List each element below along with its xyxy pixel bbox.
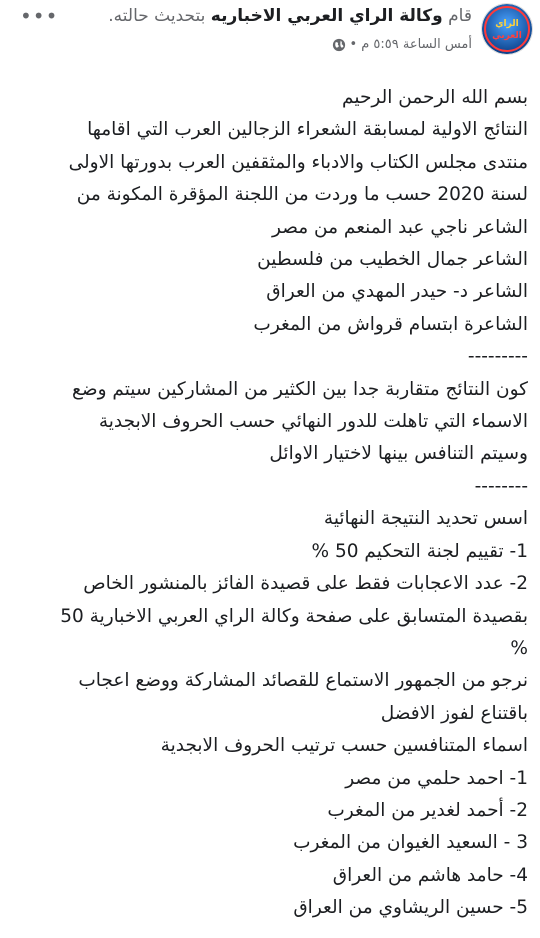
- post-line: اسس تحديد النتيجة النهائية: [323, 508, 528, 530]
- post-line: بسم الله الرحمن الرحيم: [342, 87, 528, 108]
- post-line: الاسماء التي تاهلت للدور النهائي حسب الحروف الابجدية: [98, 411, 528, 433]
- author-name-link[interactable]: وكالة الراي العربي الاخباريه: [210, 6, 443, 26]
- post-timestamp[interactable]: أمس الساعة ٥:٥٩ م: [361, 37, 472, 52]
- avatar-logo-image: [482, 4, 532, 54]
- post-line: 2- عدد الاعجابات فقط على قصيدة الفائز بالمنشور الخاص: [83, 573, 528, 595]
- post-line: لسنة 2020 حسب ما وردت من اللجنة المؤقرة المكونة من: [76, 184, 528, 206]
- author-line: [108, 6, 472, 26]
- meta-separator: •: [349, 37, 358, 52]
- post-line: باقتناع لفوز الافضل: [380, 702, 528, 724]
- svg-text:العربي: العربي: [492, 31, 522, 41]
- avatar-logo-text: الراي: [495, 19, 519, 29]
- globe-icon[interactable]: [332, 38, 346, 52]
- post-header: [0, 0, 540, 64]
- post-line: نرجو من الجمهور الاستماع للقصائد المشاركة ووضع اعجاب: [78, 670, 528, 692]
- author-action: بتحديث حالته.: [108, 6, 206, 26]
- post-line: %: [510, 637, 528, 659]
- contestant-list-item: 1- احمد حلمي من مصر: [345, 767, 528, 789]
- more-options-button[interactable]: •••: [20, 4, 59, 28]
- post-line: الشاعرة ابتسام قرواش من المغرب: [253, 313, 528, 335]
- post-line: 1- تقييم لجنة التحكيم 50 %: [311, 540, 528, 562]
- contestant-list-item: 5- حسين الريشاوي من العراق: [293, 897, 528, 919]
- divider-line: ---------: [467, 346, 528, 368]
- post-body: [12, 82, 528, 925]
- post-line: الشاعر د- حيدر المهدي من العراق: [266, 281, 528, 303]
- post-line: بقصيدة المتسابق على صفحة وكالة الراي العربي الاخبارية 50: [60, 605, 528, 627]
- post-line: النتائج الاولية لمسابقة الشعراء الزجالين العرب التي اقامها: [87, 119, 528, 141]
- post-meta: [332, 37, 472, 52]
- post-line: كون النتائج متقاربة جدا بين الكثير من المشاركين سيتم وضع: [72, 378, 528, 400]
- contestant-list-item: 4- حامد هاشم من العراق: [332, 864, 528, 886]
- post-line: الشاعر جمال الخطيب من فلسطين: [257, 249, 528, 271]
- contestant-list-item: 2- أحمد لغدير من المغرب: [327, 799, 528, 821]
- post-line: اسماء المتنافسين حسب ترتيب الحروف الابجدية: [160, 735, 528, 757]
- contestant-list-item: 3 - السعيد الغيوان من المغرب: [293, 832, 528, 854]
- post-line: منتدى مجلس الكتاب والادباء والمثقفين العرب بدورتها الاولى: [68, 151, 528, 173]
- divider-line: --------: [474, 475, 528, 497]
- author-prefix: قام: [448, 6, 472, 26]
- page-avatar[interactable]: [482, 4, 532, 54]
- post-line: الشاعر ناجي عبد المنعم من مصر: [272, 216, 528, 238]
- post-line: وسيتم التنافس بينها لاختيار الاوائل: [269, 443, 528, 465]
